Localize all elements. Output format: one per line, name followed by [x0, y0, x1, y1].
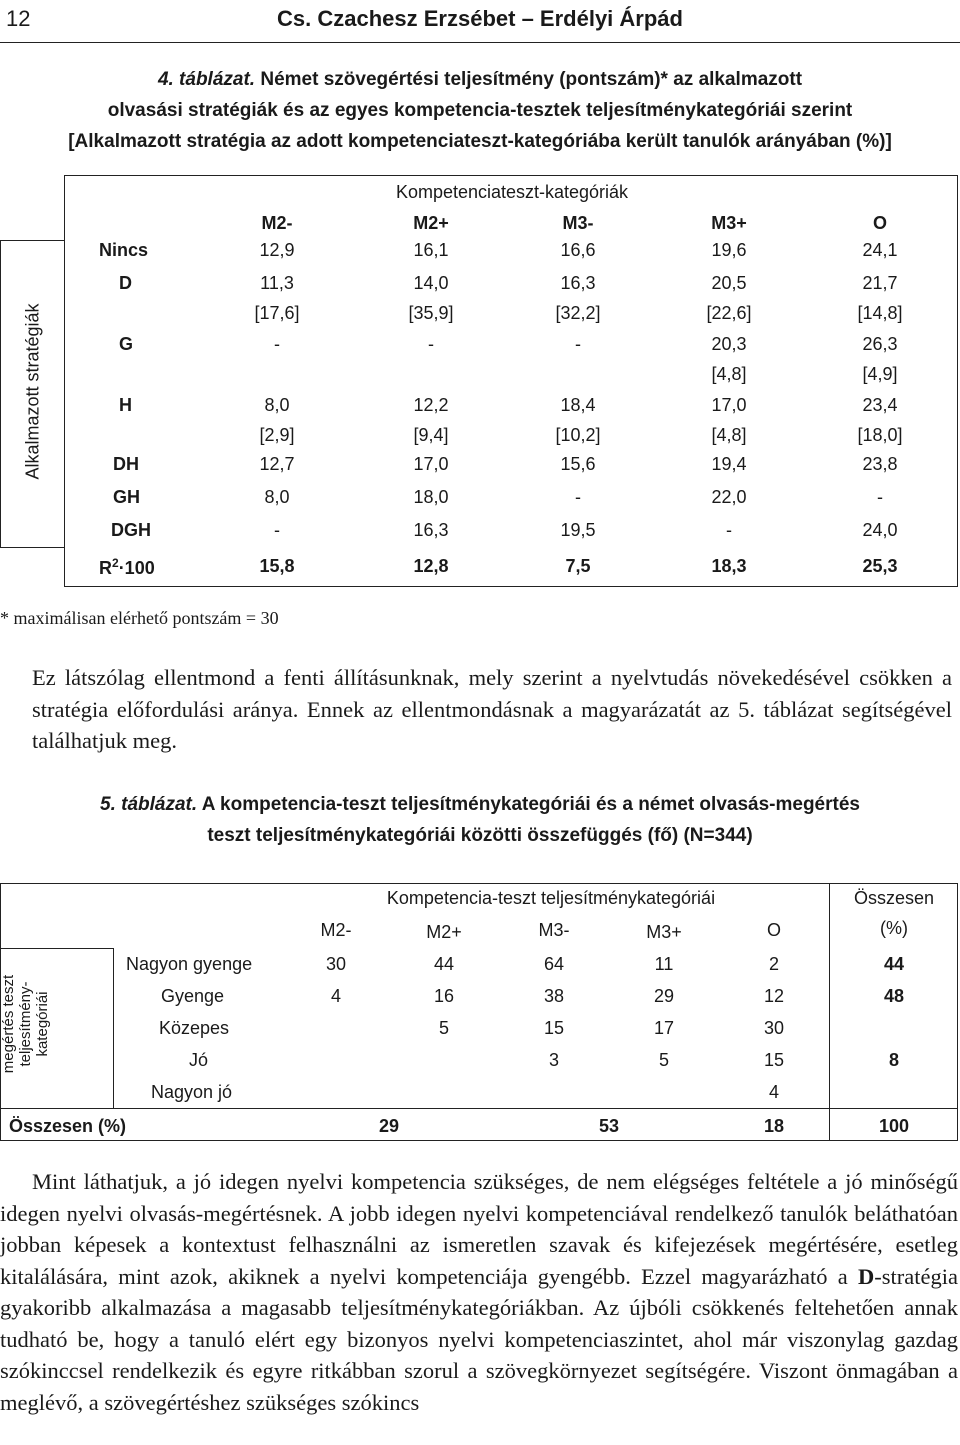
table4-cell: -: [877, 487, 883, 507]
table4-cell: 12,9: [259, 240, 295, 260]
body-paragraph-2: [0, 1166, 958, 1418]
table4-caption-line3: [Alkalmazott stratégia az adott kompetenciateszt-kategóriába került tanulók arányában (%)]: [68, 131, 892, 152]
table4-cell: 8,0: [264, 487, 290, 507]
table4-r2-value: 12,8: [413, 556, 449, 576]
table4-cell: 20,3: [711, 334, 747, 354]
table4-cell: 23,8: [862, 454, 898, 474]
table5-col-M2plus: M2+: [426, 922, 462, 942]
table4-col-M2plus: M2+: [413, 213, 449, 233]
table4-caption-text1: Német szövegértési teljesítmény (pontszám)* az alkalmazott: [260, 69, 803, 90]
table4-col-M2minus: M2-: [261, 213, 293, 233]
table4-cell: 11,3: [260, 273, 294, 293]
table4-cell-percent: [35,9]: [408, 303, 454, 323]
table5-caption-text1: A kompetencia-teszt teljesítménykategóriái és a német olvasás-megértés: [201, 794, 860, 815]
table4-col-M3minus: M3-: [562, 213, 594, 233]
table4-cell: 16,3: [560, 273, 596, 293]
table4-cell: 12,2: [413, 395, 449, 415]
table4-row-label: G: [119, 334, 134, 354]
table5-total-value: 100: [878, 1116, 910, 1136]
table4-cell: 19,6: [711, 240, 747, 260]
page-number: 12: [6, 6, 31, 31]
table5-cell: 5: [658, 1050, 669, 1070]
r2-sup: 2: [112, 556, 119, 570]
table4-cell-percent: [4,9]: [862, 364, 898, 384]
table4-row-label: H: [119, 395, 132, 415]
table5-cell: 4: [330, 986, 341, 1006]
table4-cell: 14,0: [413, 273, 449, 293]
table4-cell-percent: [14,8]: [857, 303, 903, 323]
table4-r2-value: 7,5: [565, 556, 591, 576]
header-rule: [0, 42, 960, 43]
table5-total-value: 53: [598, 1116, 620, 1136]
table4-cell: 8,0: [264, 395, 290, 415]
r2-base: R: [99, 558, 112, 578]
table4-row-label: D: [119, 273, 132, 293]
table5-total-row-rule: [1, 1108, 957, 1109]
table5-cell: 2: [768, 954, 779, 974]
table5-total-divider: [829, 884, 830, 1140]
table4: [64, 175, 958, 587]
table4-row-label: DH: [113, 454, 139, 474]
table5-caption-line1: [0, 789, 960, 820]
running-header-authors: Cs. Czachesz Erzsébet – Erdélyi Árpád: [277, 6, 683, 31]
table4-caption-line1: [0, 64, 960, 95]
table5-cell: 30: [325, 954, 347, 974]
table5-side-divider: [113, 948, 114, 1108]
table5-total-value: 29: [378, 1116, 400, 1136]
table4-cell-percent: [17,6]: [254, 303, 300, 323]
table5-col-O: O: [766, 920, 781, 940]
table4-r2-label: [99, 556, 155, 579]
table5-row-label: Gyenge: [161, 986, 225, 1006]
table4-cell-percent: [10,2]: [555, 425, 601, 445]
table4-cell: 24,0: [862, 520, 898, 540]
table4-group-header: Kompetenciateszt-kategóriák: [395, 182, 629, 202]
table4-cell: 16,3: [413, 520, 449, 540]
table4-cell: -: [274, 334, 280, 354]
table4-footnote: * maximálisan elérhető pontszám = 30: [0, 608, 279, 628]
table4-cell: 17,0: [711, 395, 747, 415]
paragraph2-bold-D: D: [858, 1263, 875, 1289]
table5-cell: 12: [763, 986, 785, 1006]
table5-caption-label: 5. táblázat.: [100, 794, 198, 815]
table5: [0, 883, 958, 1141]
table4-cell: 19,5: [560, 520, 596, 540]
table4-cell: -: [575, 334, 581, 354]
table5-row-total: 48: [883, 986, 905, 1006]
table5-cell: 15: [763, 1050, 785, 1070]
body-paragraph-1: Ez látszólag ellentmond a fenti állításunknak, mely szerint a nyelvtudás növekedésével csökken a stratégia előfordulási aránya. Ennek az ellentmondásnak a magyarázatát az 5. táblázat segítségével találhatjuk meg.: [32, 665, 952, 753]
table5-cell: 3: [548, 1050, 559, 1070]
table5-group-header: Kompetencia-teszt teljesítménykategóriái: [386, 888, 716, 908]
table5-row-label: Nagyon jó: [151, 1082, 233, 1102]
table4-cell: 21,7: [862, 273, 898, 293]
table4-cell: 20,5: [711, 273, 747, 293]
table5-cell: 17: [653, 1018, 675, 1038]
table4-row-label: GH: [113, 487, 140, 507]
table5-caption-line2: teszt teljesítménykategóriái közötti összefüggés (fő) (N=344): [207, 825, 753, 846]
table5-cell: 29: [653, 986, 675, 1006]
table5-cell: 38: [543, 986, 565, 1006]
table4-cell: 24,1: [862, 240, 898, 260]
r2-rest: ·100: [118, 558, 155, 578]
table5-total-header-2: (%): [880, 918, 908, 938]
table5-side-label-4: kategóriái: [34, 991, 51, 1057]
table5-total-header-1: Összesen: [853, 888, 935, 908]
table4-cell: 16,1: [413, 240, 449, 260]
table4-cell: 26,3: [862, 334, 898, 354]
table5-row-total: 44: [883, 954, 905, 974]
table4-cell: -: [726, 520, 732, 540]
table5-cell: 15: [543, 1018, 565, 1038]
table4-cell-percent: [9,4]: [413, 425, 449, 445]
table4-cell: -: [274, 520, 280, 540]
table4-cell: -: [428, 334, 434, 354]
table4-cell-percent: [4,8]: [711, 425, 747, 445]
table4-r2-value: 15,8: [259, 556, 295, 576]
table4-side-label: Alkalmazott stratégiák: [22, 303, 43, 480]
table5-row-total: 8: [888, 1050, 899, 1070]
table4-col-M3plus: M3+: [711, 213, 747, 233]
table5-col-M2minus: M2-: [320, 920, 352, 940]
table5-side-label: [0, 944, 51, 1104]
table4-row-label: Nincs: [99, 240, 149, 260]
paragraph2-part-b: -stratégia gyakoribb alkalmazása a magasabb teljesítménykategóriákban. Az újbóli csökkenés feltehetően annak tudható be, hogy a tanuló elért egy bizonyos nyelvi kompetenciaszintet, ahol már viszonylag gazdag szókinccsel rendelkezik és egyre ritkábban szorul a szövegkörnyezet segítségére. Viszont önmagában a meglévő, a szövegértéshez szükséges szókincs: [0, 1263, 958, 1415]
table4-cell: 19,4: [711, 454, 747, 474]
table4-cell-percent: [18,0]: [857, 425, 903, 445]
table4-cell: 18,0: [413, 487, 449, 507]
table4-cell: 17,0: [413, 454, 449, 474]
table5-row-label: Nagyon gyenge: [126, 954, 253, 974]
table4-cell: 16,6: [560, 240, 596, 260]
table4-col-O: O: [872, 213, 887, 233]
table4-cell: 15,6: [560, 454, 596, 474]
table4-cell-percent: [4,8]: [711, 364, 747, 384]
table4-cell-percent: [22,6]: [706, 303, 752, 323]
table4-cell-percent: [2,9]: [259, 425, 295, 445]
table4-cell: -: [575, 487, 581, 507]
table5-cell: 16: [433, 986, 455, 1006]
table5-row-label: Jó: [189, 1050, 209, 1070]
table5-cell: 30: [763, 1018, 785, 1038]
table5-row-label: Közepes: [159, 1018, 230, 1038]
table5-cell: 44: [433, 954, 455, 974]
table5-side-label-2: megértés teszt: [0, 974, 17, 1074]
table5-col-M3plus: M3+: [646, 922, 682, 942]
table4-r2-value: 18,3: [711, 556, 747, 576]
table5-col-M3minus: M3-: [538, 920, 570, 940]
table4-cell: 18,4: [560, 395, 596, 415]
table4-cell: 23,4: [862, 395, 898, 415]
table4-cell: 12,7: [259, 454, 295, 474]
table5-cell: 64: [543, 954, 565, 974]
table5-total-row-label: Összesen (%): [9, 1116, 127, 1136]
paragraph2-part-a: Mint láthatjuk, a jó idegen nyelvi kompetencia szükséges, de nem elégséges feltétele a jó minőségű idegen nyelvi olvasás-megértésnek. A jobb idegen nyelvi kompetenciával rendelkező tanulók beláthatóan jobban képesek a kontextust felhasználni az ismeretlen szavak és kifejezések megértésére, esetleg kitalálására, mint azok, akiknek a nyelvi kompetenciája gyengébb. Ezzel magyarázható a: [0, 1169, 958, 1289]
table5-total-value: 18: [763, 1116, 785, 1136]
table4-row-label: DGH: [111, 520, 151, 540]
table4-side-label-box: [0, 240, 64, 548]
table4-cell: 22,0: [711, 487, 747, 507]
table5-cell: 4: [768, 1082, 779, 1102]
table4-r2-value: 25,3: [862, 556, 898, 576]
table4-caption-line2: olvasási stratégiák és az egyes kompetencia-tesztek teljesítménykategóriái szerint: [107, 100, 853, 121]
table4-cell-percent: [32,2]: [555, 303, 601, 323]
table5-cell: 11: [654, 954, 674, 974]
table4-caption-label: 4. táblázat.: [157, 69, 256, 90]
table5-cell: 5: [438, 1018, 449, 1038]
table5-side-label-3: teljesítmény-: [17, 981, 34, 1067]
